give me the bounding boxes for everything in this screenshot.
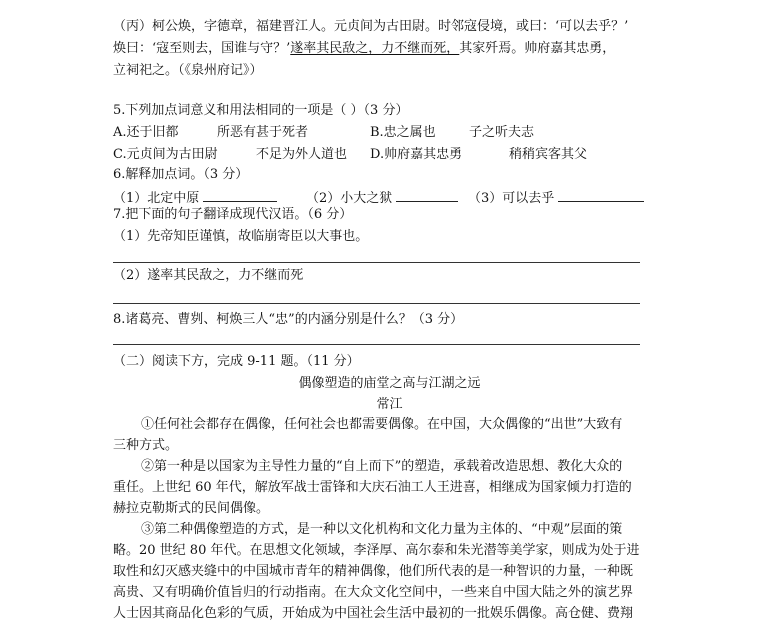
article-title: 偶像塑造的庙堂之高与江湖之远 bbox=[298, 376, 481, 391]
q5-option-b2: 子之听夫志 bbox=[469, 125, 535, 140]
q5-row-cd bbox=[113, 146, 653, 164]
paragraph-2-line-3: 赫拉克勒斯式的民间偶像。 bbox=[113, 501, 270, 516]
q5-option-b1: B.忠之属也 bbox=[370, 125, 436, 140]
q6-stem: 6.解释加点词。（3 分） bbox=[113, 167, 249, 182]
passage-c-line-2 bbox=[113, 40, 615, 58]
q5-option-c1: C.元贞间为古田尉 bbox=[113, 147, 218, 162]
paragraph-3-line-1: ③第二种偶像塑造的方式，是一种以文化机构和文化力量为主体的、“中观”层面的策 bbox=[141, 522, 623, 537]
q6-answer-blank-3[interactable] bbox=[558, 188, 644, 202]
paragraph-2-line-1: ②第一种是以国家为主导性力量的“自上而下”的塑造，承载着改造思想、教化大众的 bbox=[141, 459, 623, 474]
q7-sentence-1: （1）先帝知臣谨慎，故临崩寄臣以大事也。 bbox=[113, 229, 369, 244]
paragraph-2-line-2: 重任。上世纪 60 年代，解放军战士雷锋和大庆石油工人王进喜，相继成为国家倾力打造的 bbox=[113, 480, 632, 495]
q7-sentence-2: （2）遂率其民敌之，力不继而死 bbox=[113, 268, 304, 283]
q6-item-1 bbox=[113, 188, 277, 208]
q5-option-a1: A.还于旧都 bbox=[113, 125, 179, 140]
q6-answer-blank-2[interactable] bbox=[396, 188, 458, 202]
q6-item-2 bbox=[306, 188, 458, 208]
q6-items bbox=[113, 188, 653, 206]
q7-answer-line-2[interactable] bbox=[113, 303, 640, 304]
q5-option-d2: 稍稍宾客其父 bbox=[509, 147, 588, 162]
q5-stem: 5.下列加点词意义和用法相同的一项是（ ）（3 分） bbox=[113, 103, 409, 118]
q8-stem: 8.诸葛亮、曹刿、柯焕三人“忠”的内涵分别是什么？（3 分） bbox=[113, 312, 464, 327]
passage-c-line-2-end: 其家歼焉。帅府嘉其忠勇， bbox=[459, 41, 616, 56]
passage-c-line-2-start: 焕曰：‘寇至则去，国谁与守？’ bbox=[113, 41, 291, 56]
q8-answer-line[interactable] bbox=[113, 344, 640, 345]
q5-option-d1: D.帅府嘉其忠勇 bbox=[370, 147, 463, 162]
q7-stem: 7.把下面的句子翻译成现代汉语。（6 分） bbox=[113, 207, 353, 222]
passage-c-line-3: 立祠祀之。（《泉州府记》） bbox=[113, 63, 263, 78]
paragraph-1-line-2: 三种方式。 bbox=[113, 438, 179, 453]
q7-answer-line-1[interactable] bbox=[113, 262, 640, 263]
q5-option-c2: 不足为外人道也 bbox=[256, 147, 348, 162]
q5-option-a2: 所恶有甚于死者 bbox=[217, 125, 309, 140]
q6-item-2-text: （2）小大之狱 bbox=[306, 191, 393, 206]
q6-item-3-text: （3）可以去乎 bbox=[468, 191, 555, 206]
paragraph-3-line-4: 高贵、又有明确价值旨归的行动指南。在大众文化空间中，一些来自中国大陆之外的演艺界 bbox=[113, 585, 634, 600]
passage-c-underlined-sentence: 遂率其民敌之，力不继而死， bbox=[290, 41, 460, 56]
article-author: 常江 bbox=[376, 397, 403, 412]
paragraph-1-line-1: ①任何社会都存在偶像，任何社会也都需要偶像。在中国，大众偶像的“出世”大致有 bbox=[141, 417, 623, 432]
q6-item-3 bbox=[468, 188, 644, 208]
section-2-intro: （二）阅读下方，完成 9-11 题。（11 分） bbox=[113, 354, 360, 369]
paragraph-3-line-2: 略。20 世纪 80 年代。在思想文化领域，李泽厚、高尔泰和朱光潜等美学家，则成为处于进 bbox=[113, 543, 640, 558]
paragraph-3-line-5: 人士因其商品化色彩的气质，开始成为中国社会生活中最初的一批娱乐偶像。高仓健、费翔 bbox=[113, 606, 634, 621]
q6-item-1-text: （1）北定中原 bbox=[113, 191, 200, 206]
q6-answer-blank-1[interactable] bbox=[203, 188, 277, 202]
paragraph-3-line-3: 取性和幻灭感夹缝中的中国城市青年的精神偶像，他们所代表的是一种智识的力量，一种既 bbox=[113, 564, 634, 579]
q5-row-ab bbox=[113, 124, 653, 142]
passage-c-line-1: （丙）柯公焕，字德章，福建晋江人。元贞间为古田尉。时邻寇侵境，或曰：‘可以去乎？’ bbox=[113, 19, 629, 34]
